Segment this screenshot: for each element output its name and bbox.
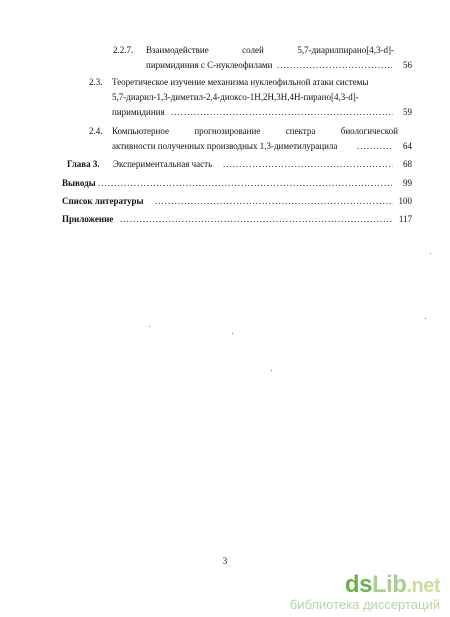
leader-dots — [155, 196, 393, 207]
toc-appendix-title: Приложение — [62, 214, 114, 224]
watermark — [290, 572, 440, 612]
leader-dots — [357, 141, 393, 152]
toc-appendix-page: 117 — [398, 214, 412, 224]
leader-dots — [171, 107, 393, 118]
toc-entry-2-2-7-line2: пиримидиния с С-нуклеофилами — [146, 60, 273, 70]
toc-entry-2-3-line1: Теоретическое изучение механизма нуклеофильной атаки системы — [112, 77, 369, 87]
toc-entry-2-4-line1 — [112, 126, 398, 137]
toc-word: Компьютерное — [112, 126, 169, 136]
toc-conclusions-title: Выводы — [62, 178, 96, 188]
watermark-logo: dsLib.net — [344, 571, 440, 598]
toc-entry-2-4-line2: активности полученных производных 1,3-диметилурацила — [112, 141, 338, 151]
toc-entry-2-2-7-line1 — [146, 45, 394, 56]
toc-word: прогнозирование — [194, 126, 261, 136]
scan-speck — [149, 326, 150, 327]
toc-conclusions-page: 99 — [403, 178, 412, 188]
toc-chapter-3-label: Глава 3. — [67, 159, 100, 169]
scan-speck — [425, 318, 426, 319]
watermark-subtitle: библиотека диссертаций — [289, 597, 440, 612]
scan-speck — [430, 253, 431, 254]
leader-dots — [98, 178, 393, 189]
leader-dots — [120, 214, 393, 225]
toc-word: солей — [242, 45, 264, 55]
toc-references-page: 100 — [398, 196, 412, 206]
scan-speck — [271, 370, 272, 371]
toc-entry-2-3-line2: 5,7-диарил-1,3-диметил-2,4-диоксо-1H,2H,3H,4H-пирано[4,3-d]- — [112, 92, 359, 102]
toc-chapter-3-page: 68 — [403, 159, 412, 169]
toc-references-title: Список литературы — [62, 196, 144, 206]
toc-entry-2-4-page: 64 — [403, 141, 412, 151]
page-number: 3 — [222, 556, 228, 566]
toc-entry-2-2-7-page: 56 — [403, 60, 412, 70]
toc-word: 5,7-диарилпирано[4,3-d]- — [297, 45, 394, 55]
toc-entry-2-3-number: 2.3. — [89, 77, 103, 87]
leader-dots — [277, 60, 392, 71]
toc-word: спектра — [285, 126, 316, 136]
toc-entry-2-4-number: 2.4. — [89, 126, 103, 136]
toc-chapter-3-title: Экспериментальная часть — [113, 159, 213, 169]
toc-entry-2-3-page: 59 — [403, 107, 412, 117]
toc-word: биологической — [340, 126, 398, 136]
leader-dots — [223, 159, 393, 170]
toc-entry-2-2-7-number: 2.2.7. — [113, 45, 134, 55]
toc-entry-2-3-line3: пиримидиния — [112, 107, 165, 117]
scan-speck — [232, 333, 233, 334]
toc-word: Взаимодействие — [146, 45, 209, 55]
